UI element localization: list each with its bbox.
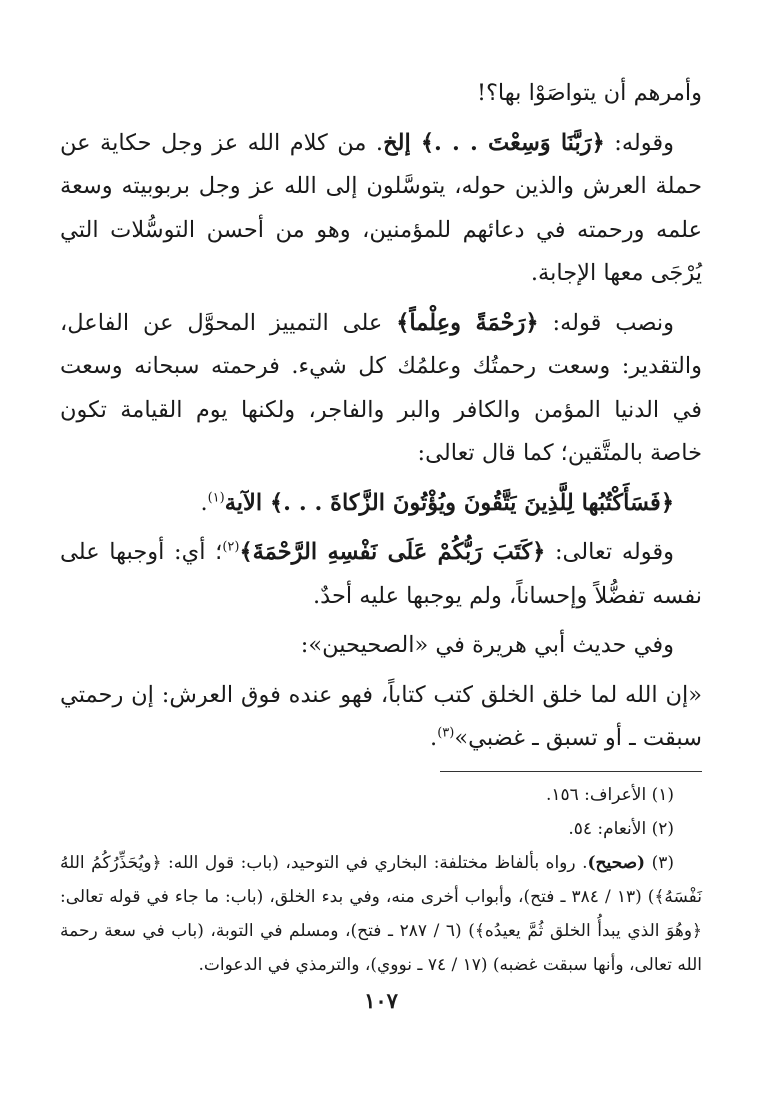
paragraph-1 <box>60 72 702 116</box>
paragraph-5-lead: وقوله تعالى: <box>545 539 674 565</box>
paragraph-3-text: على التمييز المحوَّل عن الفاعل، والتقدير: وسعت رحمتُك وعلمُك كل شيء. فرحمته سبحانه وسعت في الدنيا المؤمن والكافر والبر والفاجر، ولكنها يوم القيامة تكون خاصة بالمتَّقين؛ كما قال تعالى: <box>60 309 702 466</box>
paragraph-5-text: ؛ أي: أوجبها على نفسه تفضُّلاً وإحساناً، ولم يوجبها عليه أحدٌ. <box>60 539 702 609</box>
quran-verse-rahmatan: ﴿رَحْمَةً وعِلْماً﴾ <box>396 309 539 336</box>
footnote-rule <box>440 771 702 772</box>
footnote-ref-3[interactable]: (٣) <box>437 725 455 741</box>
quran-verse-fasaaktubuha: ﴿فَسَأَكْتُبُها لِلَّذِينَ يَتَّقُونَ ويُؤْتُونَ الزَّكاةَ . . .﴾ الآية <box>224 489 674 516</box>
footnote-3-number: (٣) <box>651 852 674 873</box>
paragraph-4 <box>60 482 702 526</box>
footnote-3 <box>60 846 702 982</box>
paragraph-4-end: . <box>200 489 208 516</box>
footnote-ref-2[interactable]: (٢) <box>222 539 240 555</box>
footnote-separator <box>60 771 702 772</box>
paragraph-3-lead: ونصب قوله: <box>538 309 674 336</box>
footnote-1-text: (١) الأعراف: ١٥٦. <box>545 784 674 805</box>
footnote-3-text: . رواه بألفاظ مختلفة: البخاري في التوحيد، (باب: قول الله: ﴿ويُحَذِّرُكُمُ اللهُ نَفْسَهُ﴾) (١٣ / ٣٨٤ ـ فتح)، وأبواب أخرى منه، وفي بدء الخلق، (باب: ما جاء في قوله تعالى: ﴿وهُوَ الذي يبدأُ الخلق ثُمَّ يعيدُه﴾) (٦ / ٢٨٧ ـ فتح)، ومسلم في التوبة، (باب في سعة رحمة الله تعالى، وأنها سبقت غضبه) (١٧ / ٧٤ ـ نووي)، والترمذي في الدعوات. <box>60 852 702 975</box>
paragraph-2-text: . من كلام الله عز وجل حكاية عن حملة العرش والذين حوله، يتوسَّلون إلى الله عز وجل بربوبيته وسعة علمه ورحمته في دعائهم للمؤمنين، وهو من أحسن التوسُّلات التي يُرْجَى معها الإجابة. <box>60 129 702 286</box>
hadith-text: «إن الله لما خلق الخلق كتب كتاباً، فهو عنده فوق العرش: إن رحمتي سبقت ـ أو تسبق ـ غضبي» <box>60 681 702 751</box>
paragraph-2 <box>60 122 702 296</box>
paragraph-2-lead: وقوله: <box>604 129 674 156</box>
paragraph-6 <box>60 624 702 668</box>
footnote-3-label: (صحيح) <box>587 852 646 873</box>
page-number: ١٠٧ <box>364 988 398 1013</box>
hadith-end: . <box>430 725 438 751</box>
footnote-1 <box>60 778 702 812</box>
quran-verse-kataba: ﴿كَتَبَ رَبُّكُمْ عَلَى نَفْسِهِ الرَّحْمَةَ﴾ <box>239 539 546 565</box>
footnote-2 <box>60 812 702 846</box>
footnote-2-text: (٢) الأنعام: ٥٤. <box>568 818 674 839</box>
paragraph-5 <box>60 531 702 618</box>
paragraph-6-text: وفي حديث أبي هريرة في «الصحيحين»: <box>300 632 674 658</box>
paragraph-1-text: وأمرهم أن يتواصَوْا بها؟! <box>476 80 702 106</box>
hadith-quote <box>60 674 702 761</box>
footnote-ref-1[interactable]: (١) <box>207 490 225 505</box>
paragraph-3 <box>60 302 702 476</box>
page-content <box>60 72 702 1072</box>
quran-verse-rabbana: ﴿رَبَّنَا وَسِعْتَ . . .﴾ إلخ <box>383 129 605 156</box>
